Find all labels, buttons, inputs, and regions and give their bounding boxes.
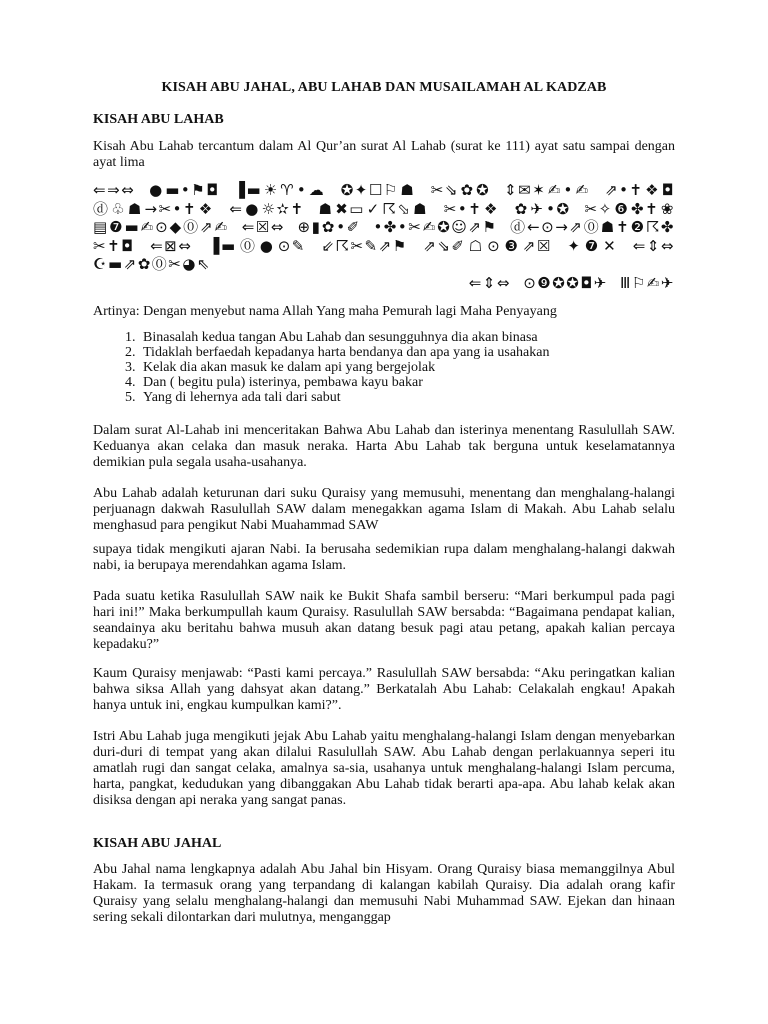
document-title: KISAH ABU JAHAL, ABU LAHAB DAN MUSAILAMAH AL KADZAB	[161, 80, 607, 95]
list-item: 4. Dan ( begitu pula) isterinya, pembawa kayu bakar	[139, 375, 549, 390]
arabic-line-2: ⇗•✝❖◘ ⓓ♧☗→✂•✝❖ ⇐●☼✫✝ ☗✖▭✓☈⬂☗ ✂•✝❖	[93, 181, 675, 218]
artinya-paragraph: Artinya: Dengan menyebut nama Allah Yang maha Pemurah lagi Maha Penyayang	[93, 304, 557, 319]
list-item: 2. Tidaklah berfaedah kepadanya harta bendanya dan apa yang ia usahakan	[139, 345, 549, 360]
arabic-line-5: ⇙☈✂✎⇗⚑ ⇗⇘✐☖⊙❸⇗☒ ✦❼✕ ⇐⇕⇔ ☪▬⇗✿⓪✂◕⇖	[93, 236, 675, 273]
list-item: 1. Binasalah kedua tangan Abu Lahab dan sesungguhnya dia akan binasa	[139, 330, 549, 345]
translation-list	[93, 330, 549, 405]
arabic-line-4: •✤•✂✍✪☺⇗⚑ ⓓ←⊙→⇗⓪☗✝❷☈✤✂✝◘ ⇐⊠⇔ ▐▬⓪●⊙✎	[93, 218, 676, 255]
arabic-verses-wingdings	[93, 181, 675, 292]
list-item: 5. Yang di lehernya ada tali dari sabut	[139, 390, 549, 405]
arabic-line-3: ✿✈•✪ ✂✧❻✤✝❀ ▤❼▬✍⊙◆⓪⇗✍ ⇐☒⇔ ⊕▮✿•✐	[93, 199, 675, 236]
paragraph-al-lahab: Dalam surat Al-Lahab ini menceritakan Bahwa Abu Lahab dan isterinya menentang Rasulullah SAW. Keduanya akan celaka dan masuk neraka. Harta Abu Lahab tak berguna untuk keselamatannya demikian pula segala usaha-usahanya.	[93, 423, 675, 470]
paragraph-keturunan: Abu Lahab adalah keturunan dari suku Quraisy yang memusuhi, menentang dan menghalang-halangi perjuanagn dakwah Rasulullah SAW dalam menegakkan agama Islam di Makah. Abu Lahab selalu menghasud para pengikut Nabi Muahammad SAW	[93, 486, 675, 533]
list-item: 3. Kelak dia akan masuk ke dalam api yang bergejolak	[139, 360, 549, 375]
intro-paragraph: Kisah Abu Lahab tercantum dalam Al Qur’an surat Al Lahab (surat ke 111) ayat satu sampai dengan ayat lima	[93, 139, 675, 170]
paragraph-kaum-quraisy: Kaum Quraisy menjawab: “Pasti kami percaya.” Rasulullah SAW bersabda: “Aku peringatkan kalian bahwa siksa Allah yang dahsyat akan datang.” Berkatalah Abu Lahab: Celakalah engkau! Apakah hanya untuk ini, engkau kumpulkan kami?”.	[93, 666, 675, 713]
section-heading-abu-jahal: KISAH ABU JAHAL	[93, 836, 222, 851]
arabic-line-1: ⇐⇒⇔ ●▬•⚑◘ ▐▬☀♈•☁ ✪✦☐⚐☗ ✂⇘✿✪ ⇕✉✶✍•✍	[93, 181, 592, 199]
paragraph-bukit-shafa: Pada suatu ketika Rasulullah SAW naik ke Bukit Shafa sambil berseru: “Mari berkumpul pada pagi hari ini!” Maka berkumpullah kaum Quraisy. Rasulullah SAW bersabda: “Bagaimana pendapat kalian, seandainya aku beritahu bahwa musuh akan datang besuk pagi atau petang, apakah kalian percaya kepadaku?”	[93, 589, 675, 652]
paragraph-abu-jahal: Abu Jahal nama lengkapnya adalah Abu Jahal bin Hisyam. Orang Quraisy biasa memanggilnya Abul Hakam. Ia termasuk orang yang terpandang di kalangan kabilah Quraisy. Dia adalah orang kafir Quraisy yang selalu menghalang-halangi dan memusuhi Nabi Muhammad SAW. Ejekan dan hinaan sering sekali dilontarkan dari mulutnya, menganggap	[93, 862, 675, 925]
section-heading-abu-lahab: KISAH ABU LAHAB	[93, 112, 224, 127]
paragraph-istri-abu-lahab: Istri Abu Lahab juga mengikuti jejak Abu Lahab yaitu menghalang-halangi Islam dengan menyebarkan duri-duri di tempat yang akan dilalui Rasulullah SAW. Abu Lahab dengan perlakuannya seperi itu amatlah rugi dan sangat celaka, amalnya sa-sia, usahanya untuk menghalang-halangi Islam percuma, harta, pangkat, kedudukan yang dibanggakan Abu Lahab tidak berarti apa-apa. Abu lahab kelak akan disiksa dengan api neraka yang sangat panas.	[93, 729, 675, 808]
paragraph-ajaran-nabi: supaya tidak mengikuti ajaran Nabi. Ia berusaha sedemikian rupa dalam menghalang-halangi dakwah nabi, ia berupaya merendahkan agama Islam.	[93, 542, 675, 573]
arabic-line-6: ⇐⇕⇔ ⊙❾✪✪◘✈ Ⅲ⚐✍✈	[468, 273, 675, 292]
